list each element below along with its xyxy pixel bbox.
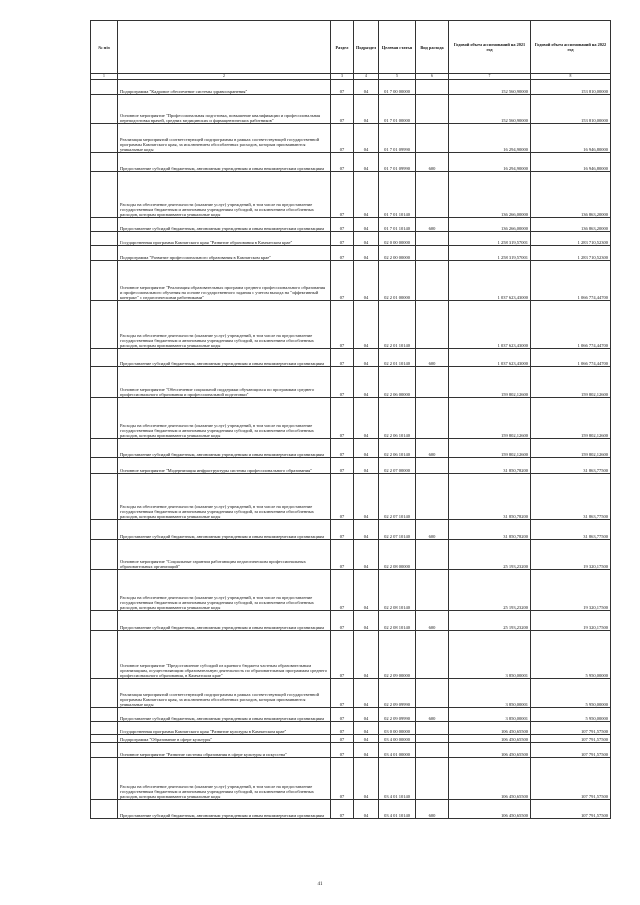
row-vol-2022-cell: 19 320,17500 bbox=[531, 611, 611, 631]
row-vol-2021-cell: 25 193,23200 bbox=[449, 570, 531, 611]
row-num-cell bbox=[91, 800, 118, 819]
row-subsection-cell: 04 bbox=[354, 398, 379, 439]
table-row bbox=[91, 124, 611, 153]
row-name-cell: Подпрограмма "Кадровое обеспечение системы здравоохранения" bbox=[118, 80, 331, 95]
row-exp-type-cell bbox=[416, 124, 449, 153]
row-vol-2021-cell: 1 258 319,57001 bbox=[449, 246, 531, 261]
col-number: 1 bbox=[91, 74, 118, 80]
row-subsection-cell: 04 bbox=[354, 124, 379, 153]
row-vol-2022-cell: 19 320,17500 bbox=[531, 540, 611, 570]
row-name-cell: Основное мероприятие "Модернизация инфраструктуры системы профессионального образования" bbox=[118, 458, 331, 474]
row-target-cell: 02 2 06 10140 bbox=[379, 439, 416, 458]
table-row bbox=[91, 458, 611, 474]
row-vol-2021-cell: 159 802,12600 bbox=[449, 398, 531, 439]
row-section-cell: 07 bbox=[331, 520, 354, 540]
row-section-cell: 07 bbox=[331, 611, 354, 631]
row-name-cell: Предоставление субсидий бюджетным, автономным учреждениям и иным некоммерческим организациям bbox=[118, 520, 331, 540]
row-num-cell bbox=[91, 708, 118, 722]
row-target-cell: 02 2 09 09990 bbox=[379, 679, 416, 708]
row-vol-2022-cell: 31 863,77500 bbox=[531, 458, 611, 474]
col-number: 3 bbox=[331, 74, 354, 80]
row-num-cell bbox=[91, 80, 118, 95]
row-vol-2021-cell: 136 266,00000 bbox=[449, 218, 531, 232]
header-section: Раздел bbox=[331, 21, 354, 74]
row-exp-type-cell: 600 bbox=[416, 611, 449, 631]
row-vol-2022-cell: 159 802,12600 bbox=[531, 367, 611, 398]
row-exp-type-cell bbox=[416, 172, 449, 218]
row-name-cell: Основное мероприятие "Реализация образовательных программ среднего профессионального образования и профессионального обучения на основе государственного задания с учетом выхода на "эффективный контракт" с педагогическими работниками" bbox=[118, 261, 331, 301]
row-target-cell: 02 2 01 00000 bbox=[379, 261, 416, 301]
row-vol-2021-cell: 3 850,00001 bbox=[449, 708, 531, 722]
row-target-cell: 03 0 00 00000 bbox=[379, 722, 416, 735]
header-name bbox=[118, 21, 331, 74]
row-num-cell bbox=[91, 570, 118, 611]
row-name-cell: Расходы на обеспечение деятельности (оказание услуг) учреждений, в том числе на предоставление государственным бюджетным и автономным учреждениям субсидий, за исключением обособленных расходов, которым присваиваются уникальные коды bbox=[118, 398, 331, 439]
row-section-cell: 07 bbox=[331, 631, 354, 679]
row-num-cell bbox=[91, 246, 118, 261]
row-name-cell: Реализация мероприятий соответствующей подпрограммы в рамках соответствующей государственной программы Камчатского края, за исключением обособленных расходов, которым присваиваются уникальные коды bbox=[118, 124, 331, 153]
row-vol-2021-cell: 106 450,65500 bbox=[449, 743, 531, 758]
row-exp-type-cell bbox=[416, 232, 449, 246]
row-name-cell: Основное мероприятие "Развитие системы образования в сфере культуры и искусства" bbox=[118, 743, 331, 758]
table-row bbox=[91, 261, 611, 301]
row-section-cell: 07 bbox=[331, 439, 354, 458]
row-vol-2022-cell: 153 810,00000 bbox=[531, 80, 611, 95]
table-row bbox=[91, 153, 611, 172]
col-number: 7 bbox=[449, 74, 531, 80]
row-name-cell: Расходы на обеспечение деятельности (оказание услуг) учреждений, в том числе на предоставление государственным бюджетным и автономным учреждениям субсидий, за исключением обособленных расходов, которым присваиваются уникальные коды bbox=[118, 758, 331, 800]
row-vol-2021-cell: 16 294,90000 bbox=[449, 153, 531, 172]
row-exp-type-cell: 600 bbox=[416, 800, 449, 819]
row-vol-2021-cell: 16 294,90000 bbox=[449, 124, 531, 153]
row-subsection-cell: 04 bbox=[354, 735, 379, 743]
row-vol-2021-cell: 25 193,23200 bbox=[449, 540, 531, 570]
page-number: 41 bbox=[317, 882, 323, 887]
header-vol-2022: Годовой объем ассигнований на 2022 год bbox=[531, 21, 611, 74]
row-exp-type-cell: 600 bbox=[416, 218, 449, 232]
row-exp-type-cell bbox=[416, 735, 449, 743]
row-subsection-cell: 04 bbox=[354, 758, 379, 800]
row-vol-2021-cell: 152 560,90000 bbox=[449, 95, 531, 124]
row-target-cell: 02 2 07 10140 bbox=[379, 520, 416, 540]
row-vol-2021-cell: 159 802,12600 bbox=[449, 439, 531, 458]
row-vol-2021-cell: 31 850,78200 bbox=[449, 474, 531, 520]
row-vol-2021-cell: 31 850,78200 bbox=[449, 520, 531, 540]
row-subsection-cell: 04 bbox=[354, 172, 379, 218]
row-vol-2022-cell: 1 283 710,52300 bbox=[531, 232, 611, 246]
row-section-cell: 07 bbox=[331, 95, 354, 124]
row-vol-2022-cell: 1 066 774,44700 bbox=[531, 261, 611, 301]
table-row bbox=[91, 708, 611, 722]
row-vol-2021-cell: 1 258 319,57001 bbox=[449, 232, 531, 246]
row-section-cell: 07 bbox=[331, 570, 354, 611]
row-subsection-cell: 04 bbox=[354, 349, 379, 367]
table-row bbox=[91, 520, 611, 540]
table-row bbox=[91, 301, 611, 349]
row-num-cell bbox=[91, 439, 118, 458]
row-name-cell: Подпрограмма "Развитие профессионального образования в Камчатском крае" bbox=[118, 246, 331, 261]
row-exp-type-cell: 600 bbox=[416, 439, 449, 458]
row-target-cell: 02 2 09 09990 bbox=[379, 708, 416, 722]
table-row bbox=[91, 398, 611, 439]
budget-table bbox=[90, 20, 611, 819]
row-section-cell: 07 bbox=[331, 218, 354, 232]
row-num-cell bbox=[91, 218, 118, 232]
row-target-cell: 01 7 01 10140 bbox=[379, 218, 416, 232]
row-section-cell: 07 bbox=[331, 261, 354, 301]
row-vol-2021-cell: 106 450,65500 bbox=[449, 758, 531, 800]
row-subsection-cell: 04 bbox=[354, 800, 379, 819]
budget-table-sheet bbox=[90, 20, 610, 819]
row-vol-2022-cell: 5 950,00000 bbox=[531, 708, 611, 722]
row-exp-type-cell bbox=[416, 474, 449, 520]
row-exp-type-cell bbox=[416, 722, 449, 735]
row-section-cell: 07 bbox=[331, 735, 354, 743]
row-target-cell: 02 2 07 00000 bbox=[379, 458, 416, 474]
row-vol-2021-cell: 159 802,12600 bbox=[449, 367, 531, 398]
row-exp-type-cell: 600 bbox=[416, 349, 449, 367]
row-exp-type-cell bbox=[416, 398, 449, 439]
row-exp-type-cell bbox=[416, 758, 449, 800]
row-subsection-cell: 04 bbox=[354, 570, 379, 611]
row-target-cell: 01 7 01 09990 bbox=[379, 153, 416, 172]
row-subsection-cell: 04 bbox=[354, 367, 379, 398]
row-num-cell bbox=[91, 743, 118, 758]
row-subsection-cell: 04 bbox=[354, 611, 379, 631]
row-section-cell: 07 bbox=[331, 743, 354, 758]
col-number: 6 bbox=[416, 74, 449, 80]
row-vol-2021-cell: 31 850,78200 bbox=[449, 458, 531, 474]
col-number: 4 bbox=[354, 74, 379, 80]
row-num-cell bbox=[91, 301, 118, 349]
table-row bbox=[91, 439, 611, 458]
row-subsection-cell: 04 bbox=[354, 743, 379, 758]
row-vol-2022-cell: 16 946,80000 bbox=[531, 153, 611, 172]
row-section-cell: 07 bbox=[331, 367, 354, 398]
row-section-cell: 07 bbox=[331, 301, 354, 349]
row-vol-2021-cell: 1 037 623,43000 bbox=[449, 301, 531, 349]
row-name-cell: Реализация мероприятий соответствующей подпрограммы в рамках соответствующей государственной программы Камчатского края, за исключением обособленных расходов, которым присваиваются уникальные коды bbox=[118, 679, 331, 708]
row-num-cell bbox=[91, 261, 118, 301]
row-section-cell: 07 bbox=[331, 679, 354, 708]
row-section-cell: 07 bbox=[331, 708, 354, 722]
row-section-cell: 07 bbox=[331, 172, 354, 218]
row-name-cell: Расходы на обеспечение деятельности (оказание услуг) учреждений, в том числе на предоставление государственным бюджетным и автономным учреждениям субсидий, за исключением обособленных расходов, которым присваиваются уникальные коды bbox=[118, 570, 331, 611]
row-vol-2022-cell: 107 791,57500 bbox=[531, 800, 611, 819]
table-row bbox=[91, 800, 611, 819]
row-name-cell: Основное мероприятие "Профессиональная подготовка, повышение квалификации и профессиональная переподготовка врачей, средних медицинских и фармацевтических работников" bbox=[118, 95, 331, 124]
row-vol-2022-cell: 5 950,00000 bbox=[531, 679, 611, 708]
row-target-cell: 02 2 00 00000 bbox=[379, 246, 416, 261]
row-num-cell bbox=[91, 232, 118, 246]
row-target-cell: 01 7 01 09990 bbox=[379, 124, 416, 153]
row-subsection-cell: 04 bbox=[354, 80, 379, 95]
row-exp-type-cell bbox=[416, 80, 449, 95]
table-header-row bbox=[91, 21, 611, 74]
row-name-cell: Предоставление субсидий бюджетным, автономным учреждениям и иным некоммерческим организациям bbox=[118, 349, 331, 367]
row-section-cell: 07 bbox=[331, 153, 354, 172]
table-row bbox=[91, 95, 611, 124]
row-num-cell bbox=[91, 758, 118, 800]
row-num-cell bbox=[91, 172, 118, 218]
row-num-cell bbox=[91, 458, 118, 474]
row-target-cell: 02 2 06 00000 bbox=[379, 367, 416, 398]
row-section-cell: 07 bbox=[331, 349, 354, 367]
row-subsection-cell: 04 bbox=[354, 474, 379, 520]
row-num-cell bbox=[91, 367, 118, 398]
row-subsection-cell: 04 bbox=[354, 218, 379, 232]
row-num-cell bbox=[91, 95, 118, 124]
row-num-cell bbox=[91, 735, 118, 743]
table-row bbox=[91, 218, 611, 232]
row-section-cell: 07 bbox=[331, 540, 354, 570]
col-number: 5 bbox=[379, 74, 416, 80]
row-subsection-cell: 04 bbox=[354, 722, 379, 735]
row-section-cell: 07 bbox=[331, 246, 354, 261]
row-vol-2022-cell: 136 863,20000 bbox=[531, 172, 611, 218]
row-num-cell bbox=[91, 474, 118, 520]
row-vol-2021-cell: 106 450,65500 bbox=[449, 735, 531, 743]
row-subsection-cell: 04 bbox=[354, 458, 379, 474]
row-target-cell: 02 2 07 10140 bbox=[379, 474, 416, 520]
row-target-cell: 03 4 01 00000 bbox=[379, 743, 416, 758]
row-num-cell bbox=[91, 520, 118, 540]
row-name-cell: Предоставление субсидий бюджетным, автономным учреждениям и иным некоммерческим организациям bbox=[118, 611, 331, 631]
row-vol-2021-cell: 106 450,65500 bbox=[449, 800, 531, 819]
row-name-cell: Расходы на обеспечение деятельности (оказание услуг) учреждений, в том числе на предоставление государственным бюджетным и автономным учреждениям субсидий, за исключением обособленных расходов, которым присваиваются уникальные коды bbox=[118, 301, 331, 349]
header-target: Целевая статья bbox=[379, 21, 416, 74]
row-target-cell: 02 2 01 10140 bbox=[379, 349, 416, 367]
row-num-cell bbox=[91, 153, 118, 172]
row-name-cell: Предоставление субсидий бюджетным, автономным учреждениям и иным некоммерческим организациям bbox=[118, 153, 331, 172]
table-row bbox=[91, 570, 611, 611]
row-name-cell: Предоставление субсидий бюджетным, автономным учреждениям и иным некоммерческим организациям bbox=[118, 800, 331, 819]
table-row bbox=[91, 172, 611, 218]
table-row bbox=[91, 735, 611, 743]
header-num: № п/п bbox=[91, 21, 118, 74]
row-subsection-cell: 04 bbox=[354, 631, 379, 679]
row-num-cell bbox=[91, 679, 118, 708]
row-target-cell: 03 4 01 10140 bbox=[379, 758, 416, 800]
table-row bbox=[91, 743, 611, 758]
row-target-cell: 02 2 08 00000 bbox=[379, 540, 416, 570]
row-vol-2022-cell: 107 791,57500 bbox=[531, 722, 611, 735]
row-vol-2022-cell: 107 791,57500 bbox=[531, 743, 611, 758]
row-num-cell bbox=[91, 631, 118, 679]
row-num-cell bbox=[91, 398, 118, 439]
row-name-cell: Предоставление субсидий бюджетным, автономным учреждениям и иным некоммерческим организациям bbox=[118, 439, 331, 458]
row-vol-2021-cell: 152 560,90000 bbox=[449, 80, 531, 95]
table-row bbox=[91, 349, 611, 367]
row-exp-type-cell bbox=[416, 301, 449, 349]
row-target-cell: 02 2 09 00000 bbox=[379, 631, 416, 679]
row-exp-type-cell bbox=[416, 743, 449, 758]
row-num-cell bbox=[91, 540, 118, 570]
row-vol-2022-cell: 19 320,17500 bbox=[531, 570, 611, 611]
row-vol-2021-cell: 106 450,65500 bbox=[449, 722, 531, 735]
row-vol-2021-cell: 1 037 623,43000 bbox=[449, 349, 531, 367]
table-row bbox=[91, 631, 611, 679]
row-target-cell: 03 4 01 10140 bbox=[379, 800, 416, 819]
row-section-cell: 07 bbox=[331, 398, 354, 439]
table-row bbox=[91, 611, 611, 631]
row-subsection-cell: 04 bbox=[354, 153, 379, 172]
row-vol-2022-cell: 1 283 710,52300 bbox=[531, 246, 611, 261]
row-subsection-cell: 04 bbox=[354, 540, 379, 570]
row-target-cell: 01 7 00 00000 bbox=[379, 80, 416, 95]
row-target-cell: 01 7 01 10140 bbox=[379, 172, 416, 218]
row-vol-2022-cell: 16 946,80000 bbox=[531, 124, 611, 153]
row-exp-type-cell bbox=[416, 261, 449, 301]
row-subsection-cell: 04 bbox=[354, 439, 379, 458]
row-subsection-cell: 04 bbox=[354, 679, 379, 708]
row-name-cell: Основное мероприятие "Социальные гарантии работающим педагогическим профессиональных образовательных организаций" bbox=[118, 540, 331, 570]
row-name-cell: Государственная программа Камчатского края "Развитие культуры в Камчатском крае" bbox=[118, 722, 331, 735]
row-num-cell bbox=[91, 349, 118, 367]
header-exp-type: Вид расхода bbox=[416, 21, 449, 74]
row-exp-type-cell bbox=[416, 570, 449, 611]
row-name-cell: Подпрограмма "Образование в сфере культуры" bbox=[118, 735, 331, 743]
row-exp-type-cell bbox=[416, 631, 449, 679]
row-name-cell: Расходы на обеспечение деятельности (оказание услуг) учреждений, в том числе на предоставление государственным бюджетным и автономным учреждениям субсидий, за исключением обособленных расходов, которым присваиваются уникальные коды bbox=[118, 474, 331, 520]
table-row bbox=[91, 232, 611, 246]
row-vol-2022-cell: 1 066 774,44700 bbox=[531, 349, 611, 367]
row-vol-2022-cell: 153 810,00000 bbox=[531, 95, 611, 124]
row-name-cell: Расходы на обеспечение деятельности (оказание услуг) учреждений, в том числе на предоставление государственным бюджетным и автономным учреждениям субсидий, за исключением обособленных расходов, которым присваиваются уникальные коды bbox=[118, 172, 331, 218]
row-num-cell bbox=[91, 124, 118, 153]
row-name-cell: Предоставление субсидий бюджетным, автономным учреждениям и иным некоммерческим организациям bbox=[118, 708, 331, 722]
table-row bbox=[91, 540, 611, 570]
row-section-cell: 07 bbox=[331, 232, 354, 246]
row-section-cell: 07 bbox=[331, 758, 354, 800]
table-row bbox=[91, 758, 611, 800]
row-vol-2021-cell: 1 037 623,43000 bbox=[449, 261, 531, 301]
row-vol-2021-cell: 3 850,00001 bbox=[449, 631, 531, 679]
row-section-cell: 07 bbox=[331, 80, 354, 95]
row-name-cell: Основное мероприятие "Обеспечение социальной поддержки обучающихся по программам среднего профессионального образования и профессиональной подготовки" bbox=[118, 367, 331, 398]
row-num-cell bbox=[91, 722, 118, 735]
row-subsection-cell: 04 bbox=[354, 301, 379, 349]
col-number: 2 bbox=[118, 74, 331, 80]
row-section-cell: 07 bbox=[331, 474, 354, 520]
row-exp-type-cell: 600 bbox=[416, 708, 449, 722]
row-target-cell: 02 0 00 00000 bbox=[379, 232, 416, 246]
row-target-cell: 02 2 08 10140 bbox=[379, 570, 416, 611]
row-section-cell: 07 bbox=[331, 124, 354, 153]
row-vol-2022-cell: 107 791,57500 bbox=[531, 758, 611, 800]
table-row bbox=[91, 80, 611, 95]
row-name-cell: Предоставление субсидий бюджетным, автономным учреждениям и иным некоммерческим организациям bbox=[118, 218, 331, 232]
table-body bbox=[91, 80, 611, 819]
row-exp-type-cell bbox=[416, 540, 449, 570]
row-vol-2022-cell: 159 802,12600 bbox=[531, 398, 611, 439]
row-target-cell: 03 4 00 00000 bbox=[379, 735, 416, 743]
row-vol-2021-cell: 25 193,23200 bbox=[449, 611, 531, 631]
row-section-cell: 07 bbox=[331, 800, 354, 819]
row-target-cell: 02 2 06 10140 bbox=[379, 398, 416, 439]
table-row bbox=[91, 246, 611, 261]
row-vol-2022-cell: 31 863,77500 bbox=[531, 474, 611, 520]
row-target-cell: 02 2 08 10140 bbox=[379, 611, 416, 631]
table-row bbox=[91, 474, 611, 520]
row-vol-2022-cell: 31 863,77500 bbox=[531, 520, 611, 540]
row-vol-2022-cell: 1 066 774,44700 bbox=[531, 301, 611, 349]
row-name-cell: Основное мероприятие "Предоставление субсидий из краевого бюджета частным образовательным организациям, осуществляющим образовательную деятельность по образовательным программам среднего профессионального образования, в Камчатском крае" bbox=[118, 631, 331, 679]
row-exp-type-cell bbox=[416, 458, 449, 474]
row-subsection-cell: 04 bbox=[354, 246, 379, 261]
row-exp-type-cell bbox=[416, 367, 449, 398]
row-exp-type-cell bbox=[416, 246, 449, 261]
col-number: 8 bbox=[531, 74, 611, 80]
row-section-cell: 07 bbox=[331, 458, 354, 474]
row-exp-type-cell bbox=[416, 95, 449, 124]
row-vol-2022-cell: 136 863,20000 bbox=[531, 218, 611, 232]
row-exp-type-cell: 600 bbox=[416, 520, 449, 540]
row-vol-2022-cell: 107 791,57500 bbox=[531, 735, 611, 743]
header-subsection: Подраздел bbox=[354, 21, 379, 74]
row-num-cell bbox=[91, 611, 118, 631]
row-target-cell: 01 7 01 00000 bbox=[379, 95, 416, 124]
row-subsection-cell: 04 bbox=[354, 232, 379, 246]
table-row bbox=[91, 679, 611, 708]
row-exp-type-cell: 600 bbox=[416, 153, 449, 172]
row-target-cell: 02 2 01 10140 bbox=[379, 301, 416, 349]
row-subsection-cell: 04 bbox=[354, 520, 379, 540]
row-exp-type-cell bbox=[416, 679, 449, 708]
row-vol-2021-cell: 3 850,00001 bbox=[449, 679, 531, 708]
row-subsection-cell: 04 bbox=[354, 95, 379, 124]
row-vol-2022-cell: 159 802,12600 bbox=[531, 439, 611, 458]
table-row bbox=[91, 722, 611, 735]
row-vol-2021-cell: 136 266,00000 bbox=[449, 172, 531, 218]
header-vol-2021: Годовой объем ассигнований на 2021 год bbox=[449, 21, 531, 74]
row-subsection-cell: 04 bbox=[354, 708, 379, 722]
row-name-cell: Государственная программа Камчатского края "Развитие образования в Камчатском крае" bbox=[118, 232, 331, 246]
row-subsection-cell: 04 bbox=[354, 261, 379, 301]
row-vol-2022-cell: 5 950,00000 bbox=[531, 631, 611, 679]
table-row bbox=[91, 367, 611, 398]
row-section-cell: 07 bbox=[331, 722, 354, 735]
